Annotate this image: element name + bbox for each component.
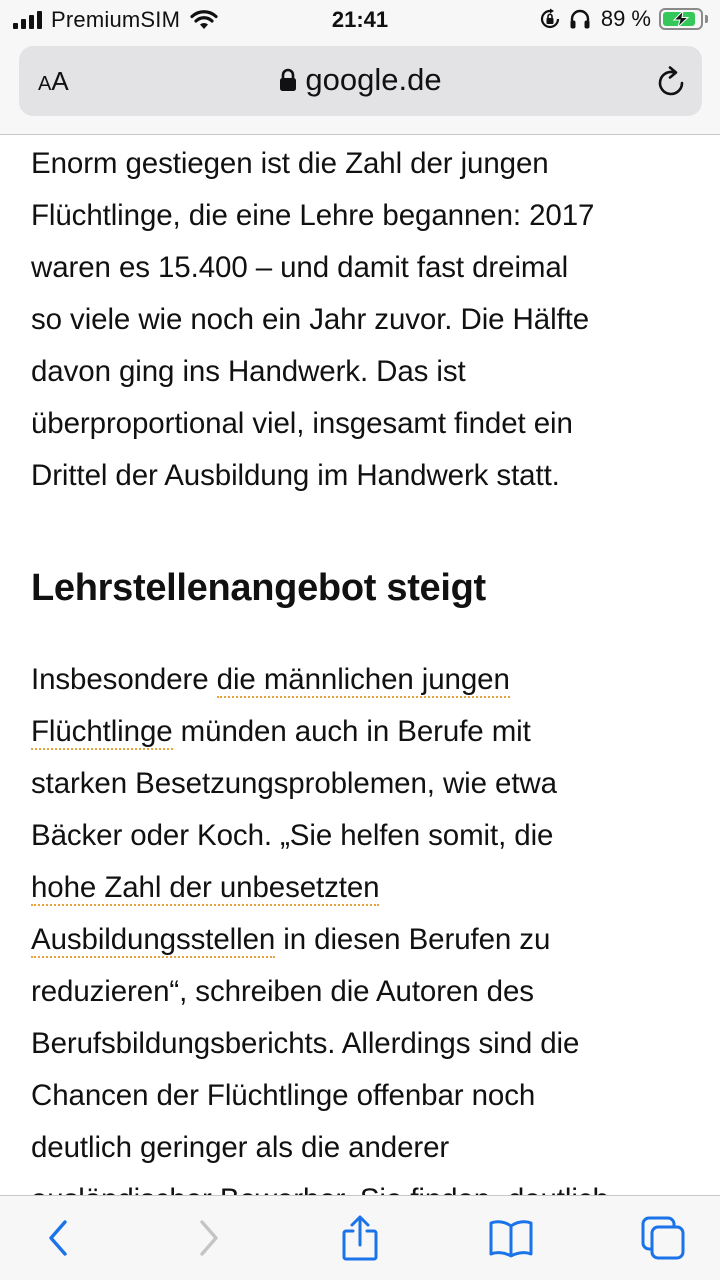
paragraph-line: Flüchtlinge, die eine Lehre begannen: 2017 [31, 199, 595, 232]
url-field[interactable] [19, 62, 702, 98]
line-text: Insbesondere [31, 663, 217, 696]
paragraph-line: Bäcker oder Koch. „Sie helfen somit, die [31, 819, 554, 852]
paragraph-line [31, 706, 696, 758]
orientation-lock-icon [539, 8, 561, 30]
paragraph-line: deutlich geringer als die anderer [31, 1131, 450, 1164]
paragraph-line: reduzieren“, schreiben die Autoren des [31, 975, 534, 1008]
text-size-button[interactable]: AA [38, 66, 69, 96]
share-button[interactable] [335, 1214, 385, 1262]
paragraph-line: Drittel der Ausbildung im Handwerk statt. [31, 459, 560, 492]
tabs-button[interactable] [638, 1214, 688, 1262]
glossary-link[interactable]: Ausbildungsstellen [31, 923, 276, 956]
glossary-link[interactable]: die männlichen jungen [216, 663, 510, 696]
share-icon [340, 1215, 380, 1261]
battery-percent: 89 % [600, 6, 651, 31]
paragraph-line: Chancen der Flüchtlinge offenbar noch [31, 1079, 536, 1112]
article-content [31, 136, 696, 1195]
battery-nub [705, 15, 708, 23]
carrier-name: PremiumSIM [51, 7, 181, 32]
tabs-icon [640, 1215, 686, 1261]
url-text: google.de [305, 62, 442, 97]
status-bar [0, 0, 720, 40]
paragraph-line: Enorm gestiegen ist die Zahl der jungen [31, 147, 549, 180]
paragraph-line: Berufsbildungsberichts. Allerdings sind die [31, 1027, 580, 1060]
paragraph-line: waren es 15.400 – und damit fast dreimal [31, 251, 569, 284]
charging-bolt-icon [661, 10, 701, 28]
address-bar[interactable] [19, 46, 702, 116]
section-heading: Lehrstellenangebot steigt [31, 567, 486, 609]
back-button[interactable] [34, 1214, 84, 1262]
battery-charging-icon [659, 8, 703, 30]
paragraph-line [31, 862, 696, 914]
status-time: 21:41 [331, 7, 389, 32]
lock-icon [279, 68, 297, 92]
bookmarks-icon [488, 1218, 534, 1258]
paragraph-line: so viele wie noch ein Jahr zuvor. Die Hälfte [31, 303, 590, 336]
browser-toolbar [0, 1195, 720, 1280]
glossary-link[interactable]: Flüchtlinge [31, 715, 173, 748]
paragraph-line [31, 654, 696, 706]
article-paragraph [31, 136, 696, 502]
status-right [539, 6, 708, 32]
paragraph-line: überproportional viel, insgesamt findet ein [31, 407, 573, 440]
forward-button[interactable] [183, 1214, 233, 1262]
article-paragraph [31, 652, 696, 1226]
paragraph-line: davon ging ins Handwerk. Das ist [31, 355, 466, 388]
paragraph-line [31, 914, 696, 966]
bookmarks-button[interactable] [486, 1214, 536, 1262]
forward-icon [193, 1218, 223, 1258]
reload-icon[interactable] [655, 64, 687, 98]
back-icon [44, 1218, 74, 1258]
line-text: in diesen Berufen zu [275, 923, 551, 956]
glossary-link[interactable]: hohe Zahl der unbesetzten [31, 871, 380, 904]
browser-header [0, 40, 720, 135]
headphones-icon [569, 8, 591, 30]
paragraph-line: starken Besetzungsproblemen, wie etwa [31, 767, 557, 800]
line-text: münden auch in Berufe mit [172, 715, 531, 748]
